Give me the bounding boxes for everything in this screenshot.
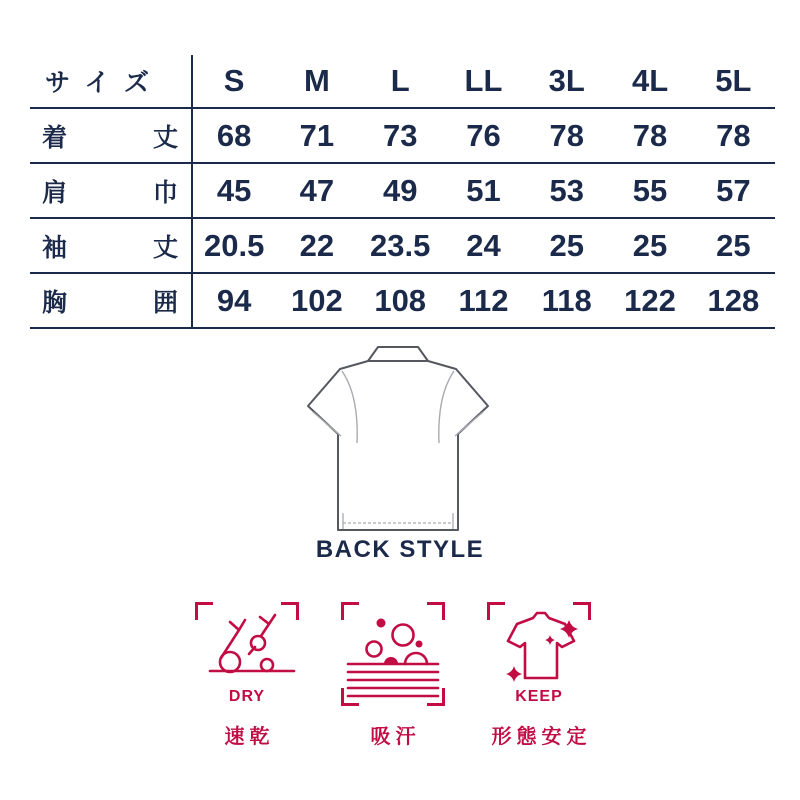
size-table-row xyxy=(30,218,775,273)
measurement-value: 118 xyxy=(525,273,608,328)
size-table-header-row xyxy=(30,55,775,108)
quick-dry-label: 速乾 xyxy=(224,726,275,748)
measurement-value: 112 xyxy=(442,273,525,328)
label-character: イ xyxy=(84,69,110,97)
size-column-header: M xyxy=(275,55,358,108)
sweat-absorbent-icon xyxy=(341,602,445,706)
size-table-body xyxy=(30,108,775,328)
label-character: 丈 xyxy=(152,233,178,262)
back-style-caption: BACK STYLE xyxy=(315,536,485,563)
measurement-value: 76 xyxy=(442,108,525,163)
feature-sweat-absorbent xyxy=(341,602,445,749)
label-character: 着 xyxy=(42,123,68,152)
label-character: 胸 xyxy=(42,288,68,317)
label-character: 囲 xyxy=(152,288,178,317)
label-character: 巾 xyxy=(152,178,178,207)
size-chart-title xyxy=(30,55,192,108)
measurement-value: 49 xyxy=(359,163,442,218)
measurement-label xyxy=(30,273,192,328)
measurement-value: 78 xyxy=(525,108,608,163)
measurement-value: 20.5 xyxy=(192,218,275,273)
polo-back-illustration xyxy=(297,341,502,540)
quick-dry-frame xyxy=(195,602,299,706)
size-column-header: S xyxy=(192,55,275,108)
sweat-absorbent-label: 吸汗 xyxy=(370,726,421,748)
size-column-header: 4L xyxy=(608,55,691,108)
tshirt-outline xyxy=(508,613,574,678)
measurement-value: 128 xyxy=(692,273,775,328)
polo-back-drawing xyxy=(297,341,502,540)
size-column-header: 5L xyxy=(692,55,775,108)
measurement-value: 25 xyxy=(692,218,775,273)
measurement-value: 73 xyxy=(359,108,442,163)
measurement-value: 53 xyxy=(525,163,608,218)
size-column-header: LL xyxy=(442,55,525,108)
keep-badge: KEEP xyxy=(487,688,591,706)
label-character: サ xyxy=(45,69,71,97)
measurement-value: 47 xyxy=(275,163,358,218)
measurement-value: 122 xyxy=(608,273,691,328)
size-table xyxy=(30,55,775,329)
measurement-value: 68 xyxy=(192,108,275,163)
size-table-row xyxy=(30,163,775,218)
label-character: 袖 xyxy=(42,233,68,262)
label-character: ズ xyxy=(123,69,149,97)
sweat-absorbent-frame xyxy=(341,602,445,706)
measurement-value: 55 xyxy=(608,163,691,218)
measurement-value: 45 xyxy=(192,163,275,218)
measurement-value: 57 xyxy=(692,163,775,218)
measurement-value: 108 xyxy=(359,273,442,328)
size-table-row xyxy=(30,273,775,328)
measurement-value: 23.5 xyxy=(359,218,442,273)
measurement-value: 25 xyxy=(608,218,691,273)
measurement-value: 71 xyxy=(275,108,358,163)
size-column-header: L xyxy=(359,55,442,108)
label-character: 丈 xyxy=(152,123,178,152)
measurement-label xyxy=(30,108,192,163)
feature-quick-dry xyxy=(195,602,299,749)
feature-icons-row xyxy=(0,602,793,749)
measurement-value: 25 xyxy=(525,218,608,273)
measurement-value: 94 xyxy=(192,273,275,328)
measurement-value: 78 xyxy=(608,108,691,163)
measurement-label xyxy=(30,163,192,218)
shape-retention-label: 形態安定 xyxy=(491,726,592,748)
measurement-value: 102 xyxy=(275,273,358,328)
shape-retention-frame xyxy=(487,602,591,706)
dry-badge: DRY xyxy=(195,688,299,706)
polo-collar xyxy=(368,347,428,361)
measurement-value: 24 xyxy=(442,218,525,273)
polo-body-outline xyxy=(308,361,488,530)
label-character: 肩 xyxy=(42,178,68,207)
feature-shape-retention xyxy=(487,602,591,749)
size-table-row xyxy=(30,108,775,163)
measurement-value: 78 xyxy=(692,108,775,163)
measurement-label xyxy=(30,218,192,273)
measurement-value: 22 xyxy=(275,218,358,273)
size-column-header: 3L xyxy=(525,55,608,108)
measurement-value: 51 xyxy=(442,163,525,218)
